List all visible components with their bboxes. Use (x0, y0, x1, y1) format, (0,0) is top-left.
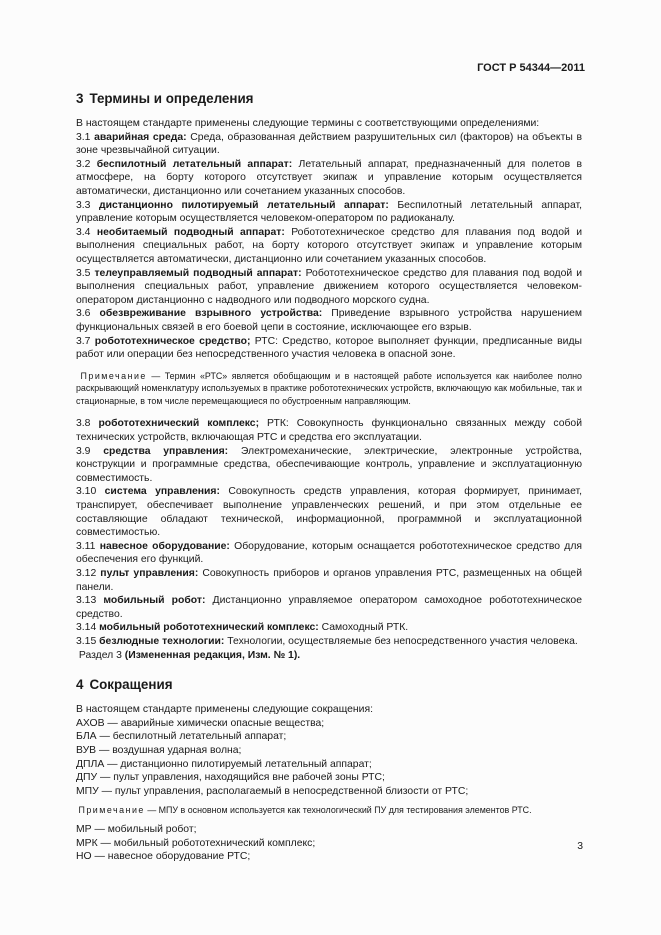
term-entry (76, 158, 582, 199)
term-name: обезвреживание взрывного устройства: (99, 308, 323, 320)
standard-code: ГОСТ Р 54344—2011 (477, 62, 585, 74)
term-definition: Робототехническое средство для плавания под водой и выполнения специальных работ, на борту которого отсутствует экипаж и управление которым осуществляется автоматически, дистанционно или сочетанием указанных способов. (76, 226, 582, 265)
note-1 (76, 370, 582, 408)
note-2-text: — МПУ в основном используется как технологический ПУ для тестирования элементов РТС. (147, 805, 532, 816)
term-number: 3.1 (76, 131, 91, 143)
term-number: 3.5 (76, 267, 91, 279)
term-number: 3.11 (76, 540, 96, 552)
term-name: пульт управления: (100, 568, 199, 579)
term-entry (76, 594, 582, 621)
term-entry (76, 267, 582, 308)
term-number: 3.7 (76, 335, 91, 347)
term-definition: Электромеханические, электрические, электронные устройства, конструкции и программные средства, обеспечивающие контроль, управление и эксплуатационную совместимость. (76, 445, 583, 484)
terms-list (76, 131, 582, 362)
term-entry (76, 226, 582, 267)
term-definition: Совокупность средств управления, которая формирует, принимает, транспирует, обеспечивает выполнение управленческих решений, и при этом отдельные ее составляющие обладают технической, информационной, программной и эксплуатационной совместимостью. (76, 486, 583, 539)
term-definition: РТС: Средство, которое выполняет функции, предписанные виды работ или операции без непосредственного участия человека в опасной зоне. (76, 335, 582, 361)
term-entry (76, 131, 582, 158)
note-2 (76, 804, 582, 817)
term-definition: Дистанционно управляемое оператором самоходное робототехническое средство. (76, 595, 582, 620)
note-2-label: Примечание (78, 805, 145, 816)
term-name: необитаемый подводный аппарат: (96, 226, 285, 238)
term-entry (76, 199, 582, 226)
revision-text: (Измененная редакция, Изм. № 1). (124, 649, 301, 661)
term-number: 3.8 (76, 418, 91, 430)
section-3-revision (76, 649, 582, 663)
section-3-title: Термины и определения (89, 91, 254, 106)
abbreviation-item: МПУ — пульт управления, располагаемый в непосредственной близости от РТС; (76, 785, 469, 797)
abbreviation-item: БЛА — беспилотный летательный аппарат; (76, 731, 287, 743)
abbreviation-item: НО — навесное оборудование РТС; (76, 851, 251, 863)
term-definition: Оборудование, которым оснащается робототехническое средство для обеспечения его функций. (76, 540, 583, 566)
term-number: 3.12 (76, 568, 97, 579)
section-4-intro: В настоящем стандарте применены следующие сокращения: (76, 704, 373, 716)
term-definition: Самоходный РТК. (321, 622, 409, 634)
term-number: 3.9 (76, 445, 91, 457)
term-entry (76, 540, 582, 567)
section-3-intro: В настоящем стандарте применены следующие термины с соответствующими определениями: (76, 118, 540, 129)
abbreviation-item: АХОВ — аварийные химически опасные вещества; (76, 717, 325, 729)
page-number: 3 (577, 841, 583, 853)
term-number: 3.10 (76, 486, 97, 498)
term-definition: Среда, образованная действием разрушительных сил (факторов) на объекты в зоне чрезвычайной ситуации. (76, 131, 582, 157)
section-3-heading (76, 90, 582, 108)
term-name: аварийная среда: (94, 131, 187, 143)
term-definition: Летательный аппарат, предназначенный для полетов в атмосфере, на борту которого отсутствует экипаж и управление которым осуществляется автоматически, дистанционно или сочетанием указанных способов. (76, 158, 583, 197)
term-name: дистанционно пилотируемый летательный аппарат: (98, 199, 389, 211)
revision-prefix: Раздел 3 (78, 649, 122, 661)
terms-list-2 (76, 417, 582, 648)
term-entry (76, 485, 582, 539)
term-entry (76, 567, 582, 594)
note-1-label: Примечание (80, 370, 147, 381)
term-entry (76, 417, 582, 444)
term-definition: Робототехническое средство для плавания под водой и выполнения специальных работ, управление движением которого осуществляется человеком-оператором дистанционно с надводного или подводного морского судна. (76, 267, 582, 306)
term-number: 3.14 (76, 622, 97, 634)
term-name: безлюдные технологии: (99, 635, 225, 647)
term-name: навесное оборудование: (99, 540, 230, 552)
section-4-number: 4 (76, 677, 84, 693)
abbreviation-item: ВУВ — воздушная ударная волна; (76, 744, 242, 756)
section-4-heading (76, 676, 582, 694)
term-name: робототехническое средство; (94, 335, 251, 347)
term-definition: Беспилотный летательный аппарат, управление которым осуществляется человеком-оператором по радиоканалу. (76, 199, 582, 225)
abbreviation-item: МРК — мобильный робототехнический комплекс; (76, 837, 316, 849)
abbreviation-item: МР — мобильный робот; (76, 823, 197, 835)
term-definition: Совокупность приборов и органов управления РТС, размещенных на общей панели. (76, 568, 582, 593)
term-name: телеуправляемый подводный аппарат: (94, 267, 302, 279)
term-entry (76, 307, 582, 334)
term-entry (76, 335, 582, 362)
abbreviation-item: ДПЛА — дистанционно пилотируемый летательный аппарат; (76, 758, 372, 770)
note-1-text: — Термин «РТС» является обобщающим и в настоящей работе используется как наиболее полно раскрывающий номенклатуру используемых в практике робототехнических устройств, включающую как мобильные, так и стационарные, в том числе перемещающиеся по обустроенным направляющим. (76, 370, 582, 406)
term-name: мобильный робототехнический комплекс: (99, 622, 319, 634)
term-name: система управления: (104, 486, 220, 498)
term-entry (76, 621, 582, 635)
term-name: мобильный робот: (103, 595, 206, 607)
section-4-title: Сокращения (89, 677, 173, 693)
term-name: средства управления: (103, 445, 229, 457)
term-entry (76, 445, 582, 486)
term-entry (76, 635, 582, 649)
term-number: 3.15 (76, 635, 97, 647)
term-definition: РТК: Совокупность функционально связанных между собой технических устройств, включающая РТС и средства его эксплуатации. (76, 418, 583, 444)
term-definition: Технологии, осуществляемые без непосредственного участия человека. (227, 635, 578, 647)
term-number: 3.2 (76, 158, 91, 170)
section-3-number: 3 (76, 91, 84, 106)
term-definition: Приведение взрывного устройства нарушением функциональных связей в его боевой цепи в состояние, исключающее его взрыв. (76, 308, 582, 333)
term-number: 3.3 (76, 199, 91, 211)
abbreviation-item: ДПУ — пульт управления, находящийся вне рабочей зоны РТС; (76, 772, 385, 784)
document-body (76, 90, 582, 864)
term-number: 3.13 (76, 595, 97, 607)
term-number: 3.4 (76, 226, 91, 238)
term-name: беспилотный летательный аппарат: (96, 158, 293, 170)
term-name: робототехнический комплекс; (98, 418, 260, 430)
abbreviations-list (76, 703, 582, 864)
term-number: 3.6 (76, 308, 91, 320)
